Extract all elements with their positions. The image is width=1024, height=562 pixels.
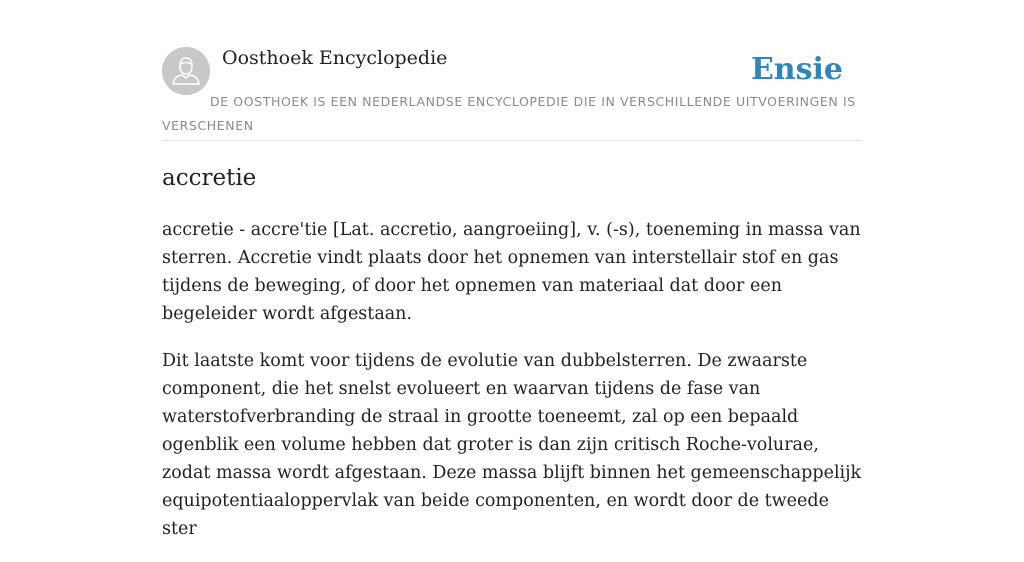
article-paragraph: accretie - accre'tie [Lat. accretio, aangroeiing], v. (-s), toeneming in massa van sterren. Accretie vindt plaats door het opnemen van interstellair stof en gas tijdens de beweging, of door het opnemen van materiaal dat door een begeleider wordt afgestaan. <box>162 220 861 324</box>
article-paragraph: Dit laatste komt voor tijdens de evolutie van dubbelsterren. De zwaarste component, die het snelst evolueert en waarvan tijdens de fase van waterstofverbranding de straal in grootte toeneemt, zal op een bepaald ogenblik een volume hebben dat groter is dan zijn critisch Roche-volurae, zodat massa wordt afgestaan. Deze massa blijft binnen het gemeenschappelijk equipotentiaaloppervlak van beide componenten, en wordt door de tweede ster <box>162 351 862 539</box>
article-title: accretie <box>162 165 257 191</box>
brand-logo-link[interactable]: Ensie <box>750 52 843 87</box>
article <box>162 160 862 562</box>
avatar[interactable] <box>162 47 210 95</box>
page-header <box>162 44 862 141</box>
site-title[interactable]: Oosthoek Encyclopedie <box>222 47 448 69</box>
site-tagline: DE OOSTHOEK IS EEN NEDERLANDSE ENCYCLOPEDIE DIE IN VERSCHILLENDE UITVOERINGEN IS VERSCHENEN <box>162 94 856 133</box>
user-avatar-icon <box>162 47 210 95</box>
